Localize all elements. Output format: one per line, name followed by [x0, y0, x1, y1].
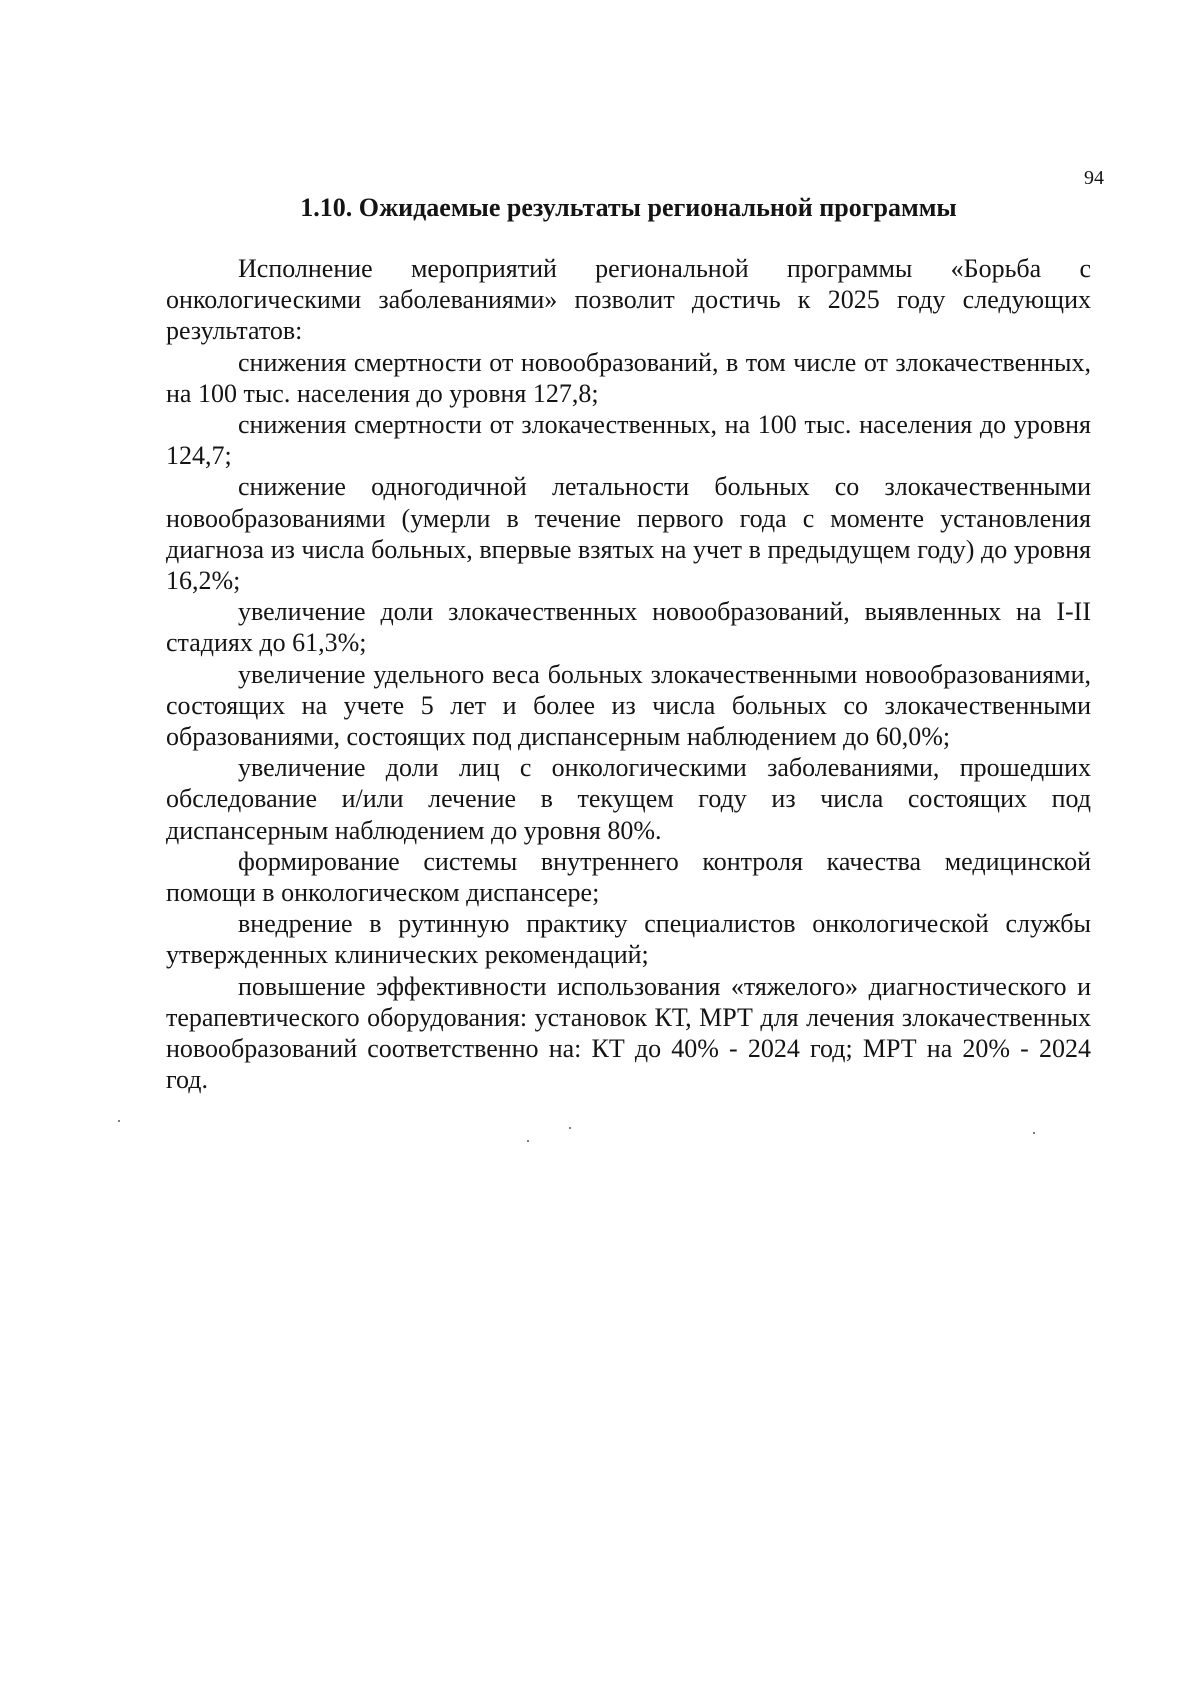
section-title: 1.10. Ожидаемые результаты региональной программы [300, 193, 957, 222]
result-item: снижения смертности от новообразований, в том числе от злокачественных, на 100 тыс. населения до уровня 127,8; [166, 347, 1091, 408]
result-item: увеличение доли лиц с онкологическими заболеваниями, прошедших обследование и/или лечение в текущем году из числа состоящих под диспансерным наблюдением до уровня 80%. [166, 753, 1091, 845]
result-item: снижения смертности от злокачественных, на 100 тыс. населения до уровня 124,7; [166, 410, 1091, 471]
scan-speck [569, 1127, 571, 1129]
intro-paragraph: Исполнение мероприятий региональной программы «Борьба с онкологическими заболеваниями» позволит достичь к 2025 году следующих результатов: [166, 254, 1091, 346]
section-body [166, 253, 1091, 1095]
result-item: повышение эффективности использования «тяжелого» диагностического и терапевтического оборудования: установок КТ, МРТ для лечения злокачественных новообразований соответственно на: КТ до 40% - 2024 год; МРТ на 20% - 2024 год. [166, 971, 1091, 1095]
scan-speck [527, 1140, 529, 1142]
result-item: снижение одногодичной летальности больных со злокачественными новообразованиями (умерли в течение первого года с моменте установления диагноза из числа больных, впервые взятых на учет в предыдущем году) до уровня 16,2%; [166, 472, 1091, 596]
scan-speck [118, 1120, 120, 1122]
result-item: увеличение доли злокачественных новообразований, выявленных на I-II стадиях до 61,3%; [166, 597, 1091, 658]
result-item: увеличение удельного веса больных злокачественными новообразованиями, состоящих на учете 5 лет и более из числа больных со злокачественными образованиями, состоящих под диспансерным наблюдением до 60,0%; [166, 659, 1091, 752]
result-item: формирование системы внутреннего контроля качества медицинской помощи в онкологическом диспансере; [166, 846, 1091, 908]
result-item: внедрение в рутинную практику специалистов онкологической службы утвержденных клинических рекомендаций; [166, 909, 1091, 970]
scan-speck [1033, 1132, 1035, 1134]
page-number: 94 [1084, 167, 1104, 189]
